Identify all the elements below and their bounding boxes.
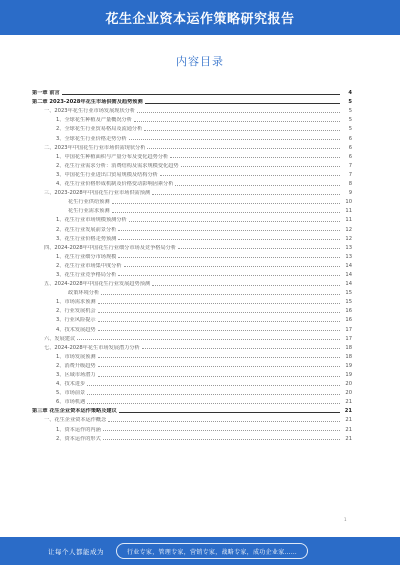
toc-leader-dots — [160, 175, 340, 176]
toc-entry[interactable] — [32, 151, 352, 160]
toc-entry-label: 第三章 花生企业资本运作策略及建议 — [32, 408, 117, 415]
toc-entry-page: 18 — [345, 353, 352, 360]
toc-entry[interactable] — [32, 323, 352, 332]
footer-tagline: 行业专家，管理专家，营销专家，战略专家，成功企业家…… — [116, 543, 308, 559]
toc-leader-dots — [152, 194, 340, 195]
toc-entry-page: 6 — [348, 153, 352, 160]
toc-entry[interactable] — [32, 260, 352, 269]
toc-entry[interactable] — [32, 433, 352, 442]
toc-entry-label: 4、技术发展趋势 — [56, 326, 96, 333]
toc-entry-page: 19 — [345, 372, 352, 378]
toc-entry-label: 2、消费升级趋势 — [56, 362, 96, 369]
toc-entry-label: 6、市场机遇 — [56, 399, 86, 406]
toc-entry-label: 五、2024-2028年中国花生行业发展趋势预测 — [44, 281, 151, 288]
toc-entry[interactable] — [32, 305, 352, 314]
toc-entry[interactable] — [32, 414, 352, 423]
toc-entry-label: 2、行业发展机会 — [56, 308, 96, 315]
toc-entry-label: 2、全球花生行业贸易格局及流通分析 — [56, 126, 143, 133]
toc-leader-dots — [87, 403, 340, 404]
toc-entry-page: 16 — [345, 308, 352, 315]
toc-entry-label: 花生行业需求预测 — [68, 208, 110, 215]
toc-entry-page: 5 — [348, 117, 352, 124]
toc-leader-dots — [62, 94, 340, 95]
toc-leader-dots — [152, 285, 340, 286]
toc-entry-label: 2、花生行业发展前景分析 — [56, 226, 117, 233]
toc-entry[interactable] — [32, 360, 352, 369]
toc-entry-page: 4 — [348, 90, 352, 97]
toc-entry-page: 14 — [345, 262, 352, 269]
toc-entry-page: 5 — [348, 126, 352, 133]
toc-entry[interactable] — [32, 342, 352, 351]
toc-entry-label: 七、2024-2028年花生市场发展潜力分析 — [44, 344, 140, 351]
toc-leader-dots — [87, 385, 340, 386]
toc-entry-label: 一、花生企业资本运作概念 — [44, 417, 107, 424]
toc-entry-page: 21 — [344, 408, 352, 415]
toc-leader-dots — [137, 112, 340, 113]
toc-entry-label: 2、资本运作的形式 — [56, 435, 101, 442]
toc-entry[interactable] — [32, 369, 352, 378]
toc-leader-dots — [98, 321, 340, 322]
toc-entry-page: 11 — [345, 208, 352, 215]
toc-entry-page: 20 — [345, 390, 352, 397]
toc-leader-dots — [98, 366, 340, 367]
toc-entry-label: 二、2023年中国花生行业市场供需现状分析 — [44, 144, 146, 151]
toc-entry-label: 4、技术进步 — [56, 381, 86, 388]
toc-entry-label: 3、区域市场潜力 — [56, 372, 96, 378]
toc-entry[interactable] — [32, 178, 352, 187]
toc-leader-dots — [124, 266, 340, 267]
toc-entry[interactable] — [32, 287, 352, 296]
toc-leader-dots — [181, 166, 340, 167]
toc-entry-label: 1、花生行业细分市场规模 — [56, 253, 117, 260]
toc-entry[interactable] — [32, 423, 352, 432]
toc-entry-page: 16 — [345, 317, 352, 324]
toc-entry[interactable] — [32, 233, 352, 242]
toc-entry-label: 1、市场发展预测 — [56, 353, 96, 360]
toc-entry-page: 12 — [345, 235, 352, 242]
toc-entry[interactable] — [32, 351, 352, 360]
toc-leader-dots — [147, 148, 340, 149]
toc-leader-dots — [175, 185, 340, 186]
toc-entry[interactable] — [32, 242, 352, 251]
toc-entry[interactable] — [32, 278, 352, 287]
toc-entry-page: 12 — [345, 226, 352, 233]
toc-entry[interactable] — [32, 269, 352, 278]
toc-entry-page: 20 — [345, 381, 352, 388]
toc-entry-page: 6 — [348, 144, 352, 151]
toc-entry-label: 第二章 2023-2028年花生市场供需及趋势预测 — [32, 99, 143, 106]
toc-entry[interactable] — [32, 114, 352, 123]
toc-leader-dots — [108, 421, 340, 422]
toc-entry-label: 四、2024-2028年中国花生行业细分市场及竞争格局分析 — [44, 244, 177, 251]
toc-entry[interactable] — [32, 87, 352, 96]
toc-leader-dots — [77, 339, 340, 340]
toc-entry-label: 六、发展建议 — [44, 335, 76, 342]
toc-leader-dots — [112, 203, 340, 204]
footer-bar — [0, 537, 400, 565]
toc-entry-page: 15 — [345, 299, 352, 306]
toc-entry-page: 7 — [348, 171, 352, 178]
toc-entry-page: 17 — [345, 326, 352, 333]
toc-leader-dots — [98, 330, 340, 331]
toc-entry[interactable] — [32, 142, 352, 151]
toc-leader-dots — [98, 376, 340, 377]
toc-entry[interactable] — [32, 187, 352, 196]
toc-entry[interactable] — [32, 205, 352, 214]
toc-leader-dots — [103, 430, 340, 431]
toc-leader-dots — [98, 312, 340, 313]
toc-entry-page: 18 — [345, 344, 352, 351]
toc-entry[interactable] — [32, 296, 352, 305]
toc-title: 内容目录 — [176, 55, 224, 68]
toc-entry-label: 一、2023年花生行业市场发展现状分析 — [44, 108, 136, 115]
toc-entry-page: 11 — [345, 217, 352, 224]
toc-entry[interactable] — [32, 223, 352, 232]
toc-leader-dots — [118, 257, 340, 258]
toc-entry[interactable] — [32, 169, 352, 178]
toc-entry-label: 3、中国花生行业进出口贸易规模及结构分析 — [56, 171, 158, 178]
toc-entry-page: 5 — [348, 108, 352, 115]
toc-entry-page: 6 — [348, 135, 352, 142]
toc-entry-page: 5 — [348, 99, 352, 106]
toc-entry-label: 1、中国花生种植面积与产量分布及变化趋势分析 — [56, 153, 169, 160]
toc-entry-label: 2、花生行业市场集中度分析 — [56, 262, 122, 269]
toc-entry[interactable] — [32, 378, 352, 387]
toc-entry-page: 13 — [345, 244, 352, 251]
toc-leader-dots — [144, 130, 340, 131]
toc-entry-page: 15 — [345, 290, 352, 297]
toc-entry-page: 8 — [348, 181, 352, 188]
toc-entry-label: 三、2023-2028年中国花生行业市场供需预测 — [44, 190, 151, 197]
toc-entry[interactable] — [32, 396, 352, 405]
toc-entry-label: 2、花生行业需求分析：消费结构及需求规模变化趋势 — [56, 162, 179, 169]
toc-entry-page: 21 — [345, 426, 352, 433]
toc-leader-dots — [142, 348, 340, 349]
toc-entry[interactable] — [32, 132, 352, 141]
toc-leader-dots — [103, 439, 340, 440]
toc-entry-page: 9 — [348, 190, 352, 197]
toc-leader-dots — [101, 294, 340, 295]
toc-leader-dots — [129, 221, 340, 222]
toc-entry-page: 7 — [348, 162, 352, 169]
toc-entry[interactable] — [32, 196, 352, 205]
toc-entry-label: 1、市场需求预测 — [56, 299, 96, 306]
toc-leader-dots — [112, 212, 340, 213]
toc-entry-label: 5、市场前景 — [56, 390, 86, 397]
toc-entry-page: 14 — [345, 271, 352, 278]
toc-entry[interactable] — [32, 105, 352, 114]
toc-entry-label: 4、花生行业价格形成机制及价格变动影响因素分析 — [56, 181, 174, 188]
toc-entry-label: 第一章 前言 — [32, 90, 60, 97]
report-header-bar — [0, 0, 400, 35]
toc-entry-label: 1、资本运作的内涵 — [56, 426, 101, 433]
toc-entry-label: 花生行业供给预测 — [68, 199, 110, 206]
toc-entry[interactable] — [32, 96, 352, 105]
toc-entry-label: 政策环境分析 — [68, 290, 100, 297]
toc-entry[interactable] — [32, 160, 352, 169]
toc-entry[interactable] — [32, 123, 352, 132]
toc-entry[interactable] — [32, 333, 352, 342]
toc-entry[interactable] — [32, 314, 352, 323]
toc-leader-dots — [119, 412, 340, 413]
toc-leader-dots — [98, 303, 340, 304]
toc-entry[interactable] — [32, 251, 352, 260]
toc-entry-label: 3、行业风险提示 — [56, 317, 96, 324]
page-number: 1 — [344, 517, 347, 522]
toc-entry-page: 14 — [345, 281, 352, 288]
report-title: 花生企业资本运作策略研究报告 — [105, 12, 295, 27]
toc-leader-dots — [145, 103, 340, 104]
toc-entry-label: 3、花生行业竞争格局分析 — [56, 271, 117, 278]
toc-leader-dots — [170, 157, 340, 158]
toc-leader-dots — [98, 357, 340, 358]
toc-entry-label: 3、花生行业价格走势预测 — [56, 235, 117, 242]
toc-entry-label: 3、全球花生行业价格走势分析 — [56, 135, 127, 142]
toc-leader-dots — [178, 248, 340, 249]
toc-leader-dots — [87, 394, 340, 395]
toc-entry-page: 21 — [345, 399, 352, 406]
toc-entry-page: 13 — [345, 253, 352, 260]
toc-entry-page: 19 — [345, 362, 352, 369]
toc-entry-page: 17 — [345, 335, 352, 342]
toc-leader-dots — [129, 139, 340, 140]
toc-leader-dots — [118, 275, 340, 276]
toc-leader-dots — [134, 121, 340, 122]
toc-leader-dots — [118, 239, 340, 240]
table-of-contents — [32, 87, 352, 442]
footer-slogan: 让每个人都能成为 — [48, 547, 104, 556]
toc-entry[interactable] — [32, 214, 352, 223]
toc-entry-label: 1、花生行业市场规模预测分析 — [56, 217, 127, 224]
toc-entry-page: 21 — [345, 417, 352, 424]
toc-entry[interactable] — [32, 387, 352, 396]
toc-entry-page: 10 — [345, 199, 352, 206]
toc-entry[interactable] — [32, 405, 352, 414]
toc-entry-label: 1、全球花生种植及产量概况分析 — [56, 117, 132, 124]
toc-entry-page: 21 — [345, 435, 352, 442]
toc-leader-dots — [118, 230, 340, 231]
